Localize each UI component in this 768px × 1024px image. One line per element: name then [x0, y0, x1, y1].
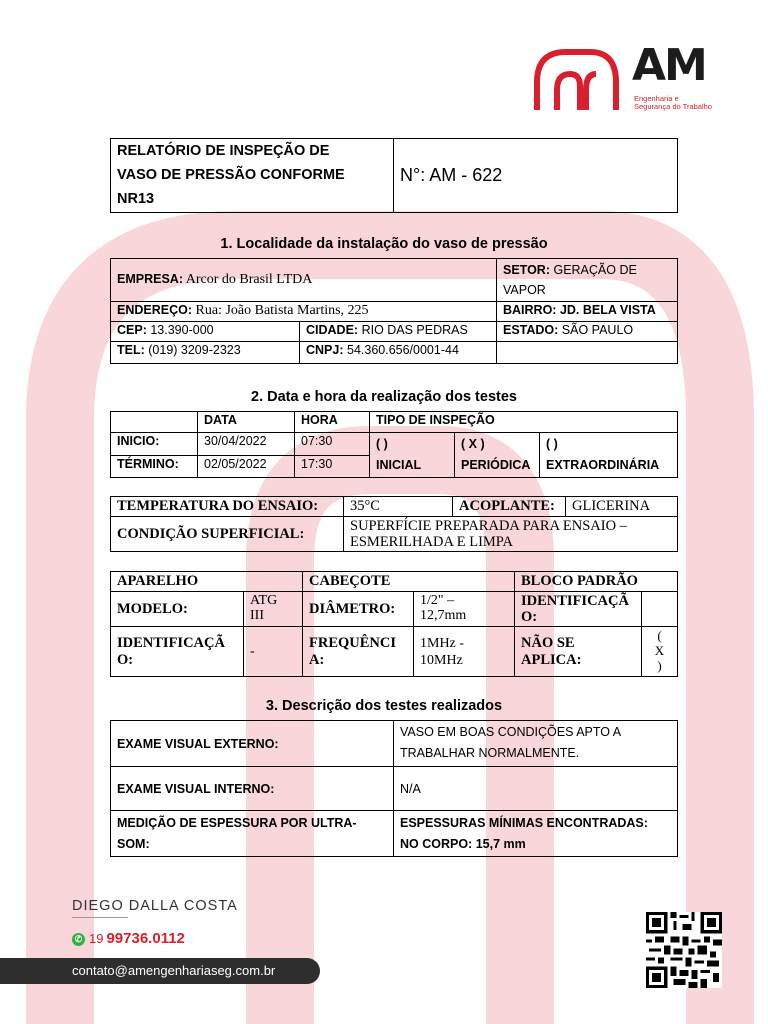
- ident2-label: IDENTIFICAÇÃ O:: [111, 627, 244, 677]
- bloco-header: BLOCO PADRÃO: [515, 572, 678, 592]
- bairro-cell: BAIRRO: JD. BELA VISTA: [497, 302, 678, 322]
- option-periodica: ( X ) PERIÓDICA: [455, 433, 540, 478]
- ident-value: [642, 592, 678, 627]
- footer-email[interactable]: contato@amengenhariaseg.com.br: [0, 958, 320, 984]
- temp-value: 35°C: [344, 497, 453, 517]
- cnpj-cell: CNPJ: 54.360.656/0001-44: [300, 342, 497, 364]
- col-data: DATA: [198, 412, 295, 433]
- option-inicial: ( ) INICIAL: [370, 433, 455, 478]
- modelo-label: MODELO:: [111, 592, 244, 627]
- cond-value: SUPERFÍCIE PREPARADA PARA ENSAIO – ESMERILHADA E LIMPA: [344, 517, 678, 552]
- whatsapp-icon: ✆: [72, 933, 85, 946]
- acoplante-label: ACOPLANTE:: [453, 497, 566, 517]
- equipment-table: [110, 571, 678, 677]
- ident2-value: -: [244, 627, 303, 677]
- col-hora: HORA: [295, 412, 370, 433]
- tel-cell: TEL: (019) 3209-2323: [111, 342, 300, 364]
- cabecote-header: CABEÇOTE: [303, 572, 515, 592]
- exame-interno-label: EXAME VISUAL INTERNO:: [111, 767, 394, 811]
- footer-contact-name: DIEGO DALLA COSTA: [72, 898, 238, 914]
- modelo-value: ATG III: [244, 592, 303, 627]
- report-number: N°: AM - 622: [394, 139, 678, 213]
- diametro-label: DIÂMETRO:: [303, 592, 414, 627]
- empresa-cell: EMPRESA: Arcor do Brasil LTDA: [111, 259, 497, 302]
- schedule-table: [110, 411, 678, 478]
- termino-label: TÉRMINO:: [111, 455, 198, 478]
- tests-table: [110, 720, 678, 857]
- brand-name: AM: [632, 40, 706, 91]
- nao-aplica-mark: ( X ): [642, 627, 678, 677]
- report-header-table: [110, 138, 678, 213]
- exame-externo-value: VASO EM BOAS CONDIÇÕES APTO A TRABALHAR NORMALMENTE.: [394, 721, 678, 767]
- freq-value: 1MHz - 10MHz: [414, 627, 515, 677]
- footer-divider: [72, 917, 128, 918]
- nao-aplica-label: NÃO SE APLICA:: [515, 627, 642, 677]
- exame-externo-label: EXAME VISUAL EXTERNO:: [111, 721, 394, 767]
- conditions-table: [110, 496, 678, 552]
- cidade-cell: CIDADE: RIO DAS PEDRAS: [300, 322, 497, 342]
- exame-interno-value: N/A: [394, 767, 678, 811]
- qr-code-icon: [646, 912, 722, 988]
- location-table: [110, 258, 678, 364]
- option-extraordinaria: ( ) EXTRAORDINÁRIA: [540, 433, 678, 478]
- ident-label: IDENTIFICAÇÃ O:: [515, 592, 642, 627]
- report-title: RELATÓRIO DE INSPEÇÃO DE VASO DE PRESSÃO CONFORME NR13: [111, 139, 394, 213]
- aparelho-header: APARELHO: [111, 572, 303, 592]
- termino-data: 02/05/2022: [198, 455, 295, 478]
- cond-label: CONDIÇÃO SUPERFICIAL:: [111, 517, 344, 552]
- section-3-heading: 3. Descrição dos testes realizados: [265, 698, 503, 714]
- cep-cell: CEP: 13.390-000: [111, 322, 300, 342]
- col-tipo: TIPO DE INSPEÇÃO: [370, 412, 678, 433]
- temp-label: TEMPERATURA DO ENSAIO:: [111, 497, 344, 517]
- footer-phone[interactable]: ✆ 19 99736.0112: [72, 930, 185, 947]
- section-1-heading: 1. Localidade da instalação do vaso de pressão: [220, 236, 548, 252]
- diametro-value: 1/2" – 12,7mm: [414, 592, 515, 627]
- setor-cell: SETOR: GERAÇÃO DE VAPOR: [497, 259, 678, 302]
- brand-subtitle: Engenharia e Segurança do Trabalho: [634, 94, 712, 111]
- endereco-cell: ENDEREÇO: Rua: João Batista Martins, 225: [111, 302, 497, 322]
- section-2-heading: 2. Data e hora da realização dos testes: [251, 389, 517, 405]
- estado-cell: ESTADO: SÃO PAULO: [497, 322, 678, 342]
- inicio-hora: 07:30: [295, 433, 370, 456]
- termino-hora: 17:30: [295, 455, 370, 478]
- inicio-data: 30/04/2022: [198, 433, 295, 456]
- medicao-value: ESPESSURAS MÍNIMAS ENCONTRADAS: NO CORPO: 15,7 mm: [394, 811, 678, 857]
- freq-label: FREQUÊNCI A:: [303, 627, 414, 677]
- medicao-label: MEDIÇÃO DE ESPESSURA POR ULTRA- SOM:: [111, 811, 394, 857]
- inicio-label: INICIO:: [111, 433, 198, 456]
- acoplante-value: GLICERINA: [566, 497, 678, 517]
